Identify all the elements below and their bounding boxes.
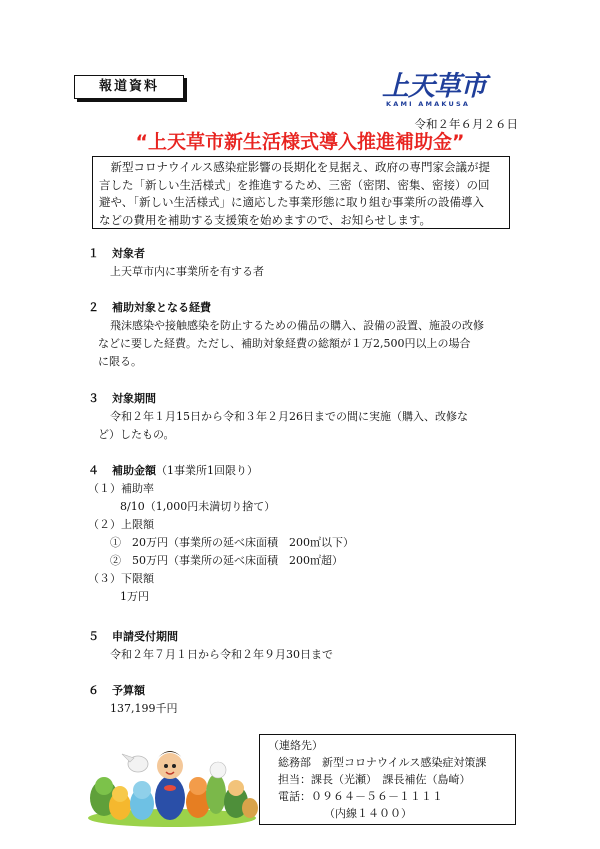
kamiamakusa-logo [382, 72, 506, 112]
summary-line: 言した「新しい生活様式」を推進するため、三密（密閉、密集、密接）の回 [99, 177, 490, 192]
body-line: 137,199千円 [110, 702, 178, 715]
page-title: “上天草市新生活様式導入推進補助金” [135, 131, 465, 153]
contact-heading: （連絡先） [268, 739, 323, 752]
section-2-heading [88, 299, 211, 317]
body-line: 令和２年１月15日から令和３年２月26日までの間に実施（購入、改修な [110, 410, 468, 423]
section-number: ６ [88, 684, 99, 697]
lower-label: （３）下限額 [88, 572, 154, 585]
lower-value: 1万円 [120, 590, 149, 603]
upper-label: （２）上限額 [88, 518, 154, 531]
contact-department: 総務部 新型コロナウイルス感染症対策課 [278, 756, 487, 769]
section-note: （1事業所1回限り） [156, 464, 258, 477]
body-line: に限る。 [98, 355, 142, 368]
contact-box [259, 734, 516, 825]
rate-label: （１）補助率 [88, 482, 154, 495]
logo-text: 上天草市 [382, 71, 486, 102]
rate-value: 8/10（1,000円未満切り捨て） [120, 500, 276, 513]
section-4-heading [88, 462, 258, 480]
summary-line: などの費用を補助する支援策を始めますので、お知らせします。 [99, 212, 432, 227]
section-number: ３ [88, 392, 99, 405]
section-title: 申請受付期間 [112, 630, 178, 643]
section-title: 補助対象となる経費 [112, 301, 211, 314]
section-2-body [98, 317, 518, 371]
contact-extension: （内線１４００） [324, 807, 412, 820]
upper-limit-2: ② 50万円（事業所の延べ床面積 200㎡超） [110, 554, 343, 567]
upper-limit-1: ① 20万円（事業所の延べ床面積 200㎡以下） [110, 536, 354, 549]
contact-phone: 電話：０９６４－５６－１１１１ [278, 790, 443, 803]
section-4-body [88, 480, 354, 606]
contact-person: 担当：課長（光瀬） 課長補佐（島崎） [278, 773, 471, 786]
section-1-body [110, 263, 264, 281]
mascot-illustration [86, 736, 258, 828]
press-release-label: 報道資料 [74, 75, 184, 99]
body-line: 上天草市内に事業所を有する者 [110, 265, 264, 278]
section-number: ５ [88, 630, 99, 643]
section-1-heading [88, 245, 145, 263]
section-3-body [98, 408, 518, 444]
logo-subtext: KAMI AMAKUSA [386, 100, 471, 108]
section-title: 予算額 [112, 684, 145, 697]
body-line: 令和２年７月１日から令和２年９月30日まで [110, 648, 333, 661]
section-5-heading [88, 628, 178, 646]
section-6-heading [88, 682, 145, 700]
body-line: ど）したもの。 [98, 428, 175, 441]
summary-box [92, 156, 510, 229]
summary-line: 新型コロナウイルス感染症影響の長期化を見据え、政府の専門家会議が提 [110, 160, 490, 174]
section-5-body [110, 646, 333, 664]
section-number: ４ [88, 464, 99, 477]
body-line: などに要した経費。ただし、補助対象経費の総額が１万2,500円以上の場合 [98, 337, 471, 350]
section-title: 対象期間 [112, 392, 156, 405]
section-title: 対象者 [112, 247, 145, 260]
section-6-body [110, 700, 178, 718]
release-date: 令和２年６月２６日 [414, 117, 518, 131]
summary-line: 避や、「新しい生活様式」に適応した事業形態に取り組む事業所の設備導入 [99, 195, 485, 209]
section-title: 補助金額 [112, 464, 156, 477]
body-line: 飛沫感染や接触感染を防止するための備品の購入、設備の設置、施設の改修 [110, 319, 484, 332]
section-number: １ [88, 247, 99, 260]
section-number: ２ [88, 301, 99, 314]
section-3-heading [88, 390, 156, 408]
